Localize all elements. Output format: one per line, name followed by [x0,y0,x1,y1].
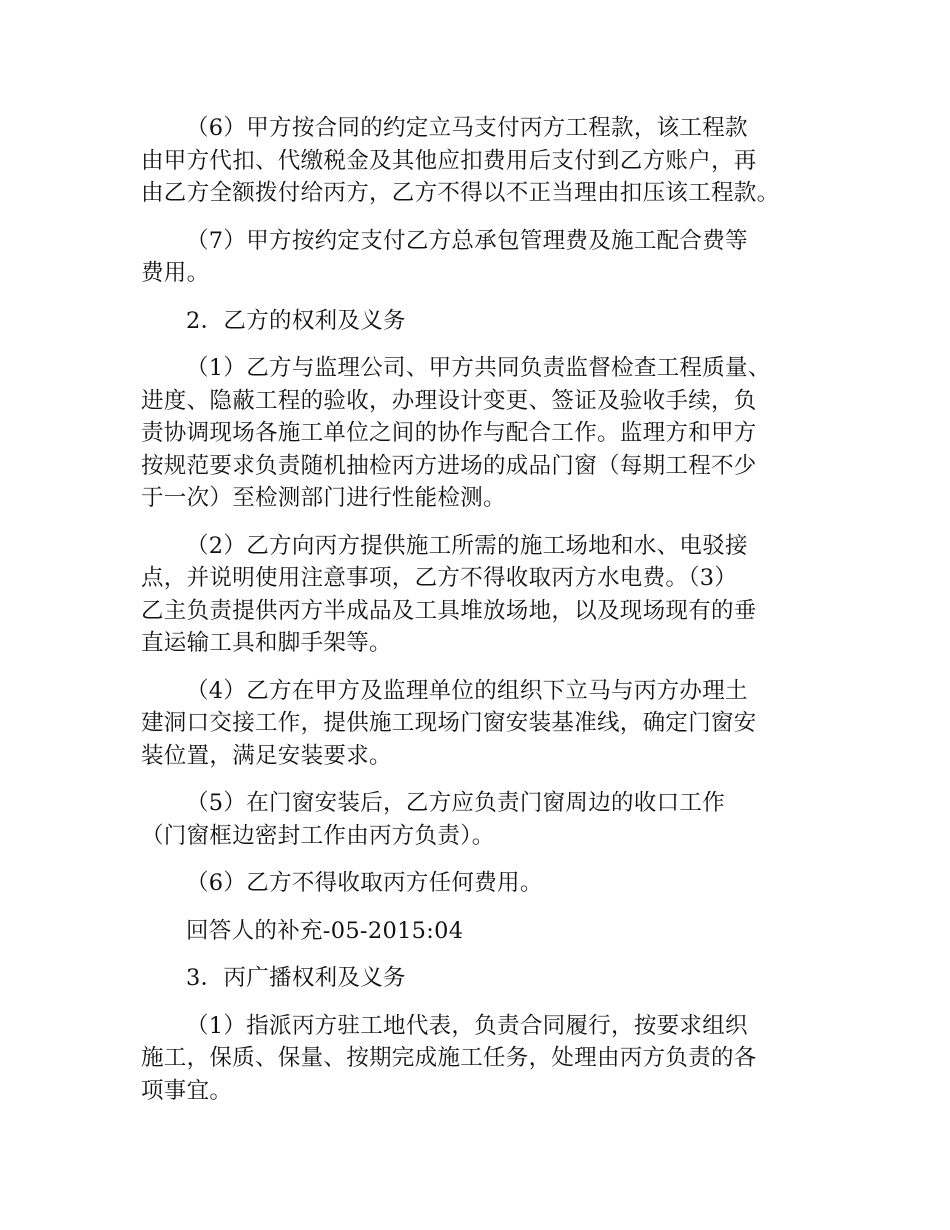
text-line: （2）乙方向丙方提供施工所需的施工场地和水、电驳接 [186,532,748,559]
paragraph-yi-4 [141,675,831,773]
text-line: （6）甲方按合同的约定立马支付丙方工程款，该工程款 [186,115,748,141]
text-line: （6）乙方不得收取丙方任何费用。 [186,870,543,896]
text-line: 项事宜。 [141,1077,233,1104]
paragraph-bing-1 [141,1010,831,1108]
text-line: （门窗框边密封工作由丙方负责）。 [141,822,495,849]
text-line: 施工，保质、保量、按期完成施工任务，处理由丙方负责的各 [141,1045,757,1071]
text-line: （1）乙方与监理公司、甲方共同负责监督检查工程质量、 [186,355,771,381]
paragraph-yi-6 [141,867,831,900]
paragraph-yi-1 [141,352,831,515]
text-line: 回答人的补充-05-2015:04 [186,917,464,944]
section-heading-bing [141,962,831,995]
paragraph-jia-6 [141,112,831,210]
text-line: 点，并说明使用注意事项，乙方不得收取丙方水电费。（3） [141,565,738,591]
text-line: 建洞口交接工作，提供施工现场门窗安装基准线，确定门窗安 [141,710,757,736]
heading-text: 2．乙方的权利及义务 [186,307,406,334]
text-line: （4）乙方在甲方及监理单位的组织下立马与丙方办理土 [186,677,748,704]
paragraph-yi-5 [141,787,831,852]
text-line: 费用。 [141,260,210,286]
text-line: 装位置，满足安装要求。 [141,742,392,769]
text-line: 由乙方全额拨付给丙方，乙方不得以不正当理由扣压该工程款。 [141,180,780,206]
text-line: （1）指派丙方驻工地代表，负责合同履行，按要求组织 [186,1012,748,1039]
text-line: （5）在门窗安装后，乙方应负责门窗周边的收口工作 [186,790,726,816]
document-page [141,112,831,1122]
paragraph-jia-7 [141,225,831,290]
text-line: 责协调现场各施工单位之间的协作与配合工作。监理方和甲方 [141,420,757,446]
text-line: （7）甲方按约定支付乙方总承包管理费及施工配合费等 [186,227,748,254]
section-heading-yi [141,305,831,338]
supplement-note [141,915,831,948]
text-line: 由甲方代扣、代缴税金及其他应扣费用后支付到乙方账户，再 [141,147,757,174]
text-line: 于一次）至检测部门进行性能检测。 [141,485,506,511]
text-line: 直运输工具和脚手架等。 [141,630,392,656]
text-line: 按规范要求负责随机抽检丙方进场的成品门窗（每期工程不少 [141,452,757,479]
heading-text: 3．丙广播权利及义务 [186,965,406,991]
paragraph-yi-2-3 [141,530,831,660]
text-line: 乙主负责提供丙方半成品及工具堆放场地，以及现场现有的垂 [141,597,757,624]
text-line: 进度、隐蔽工程的验收，办理设计变更、签证及验收手续，负 [141,387,757,414]
